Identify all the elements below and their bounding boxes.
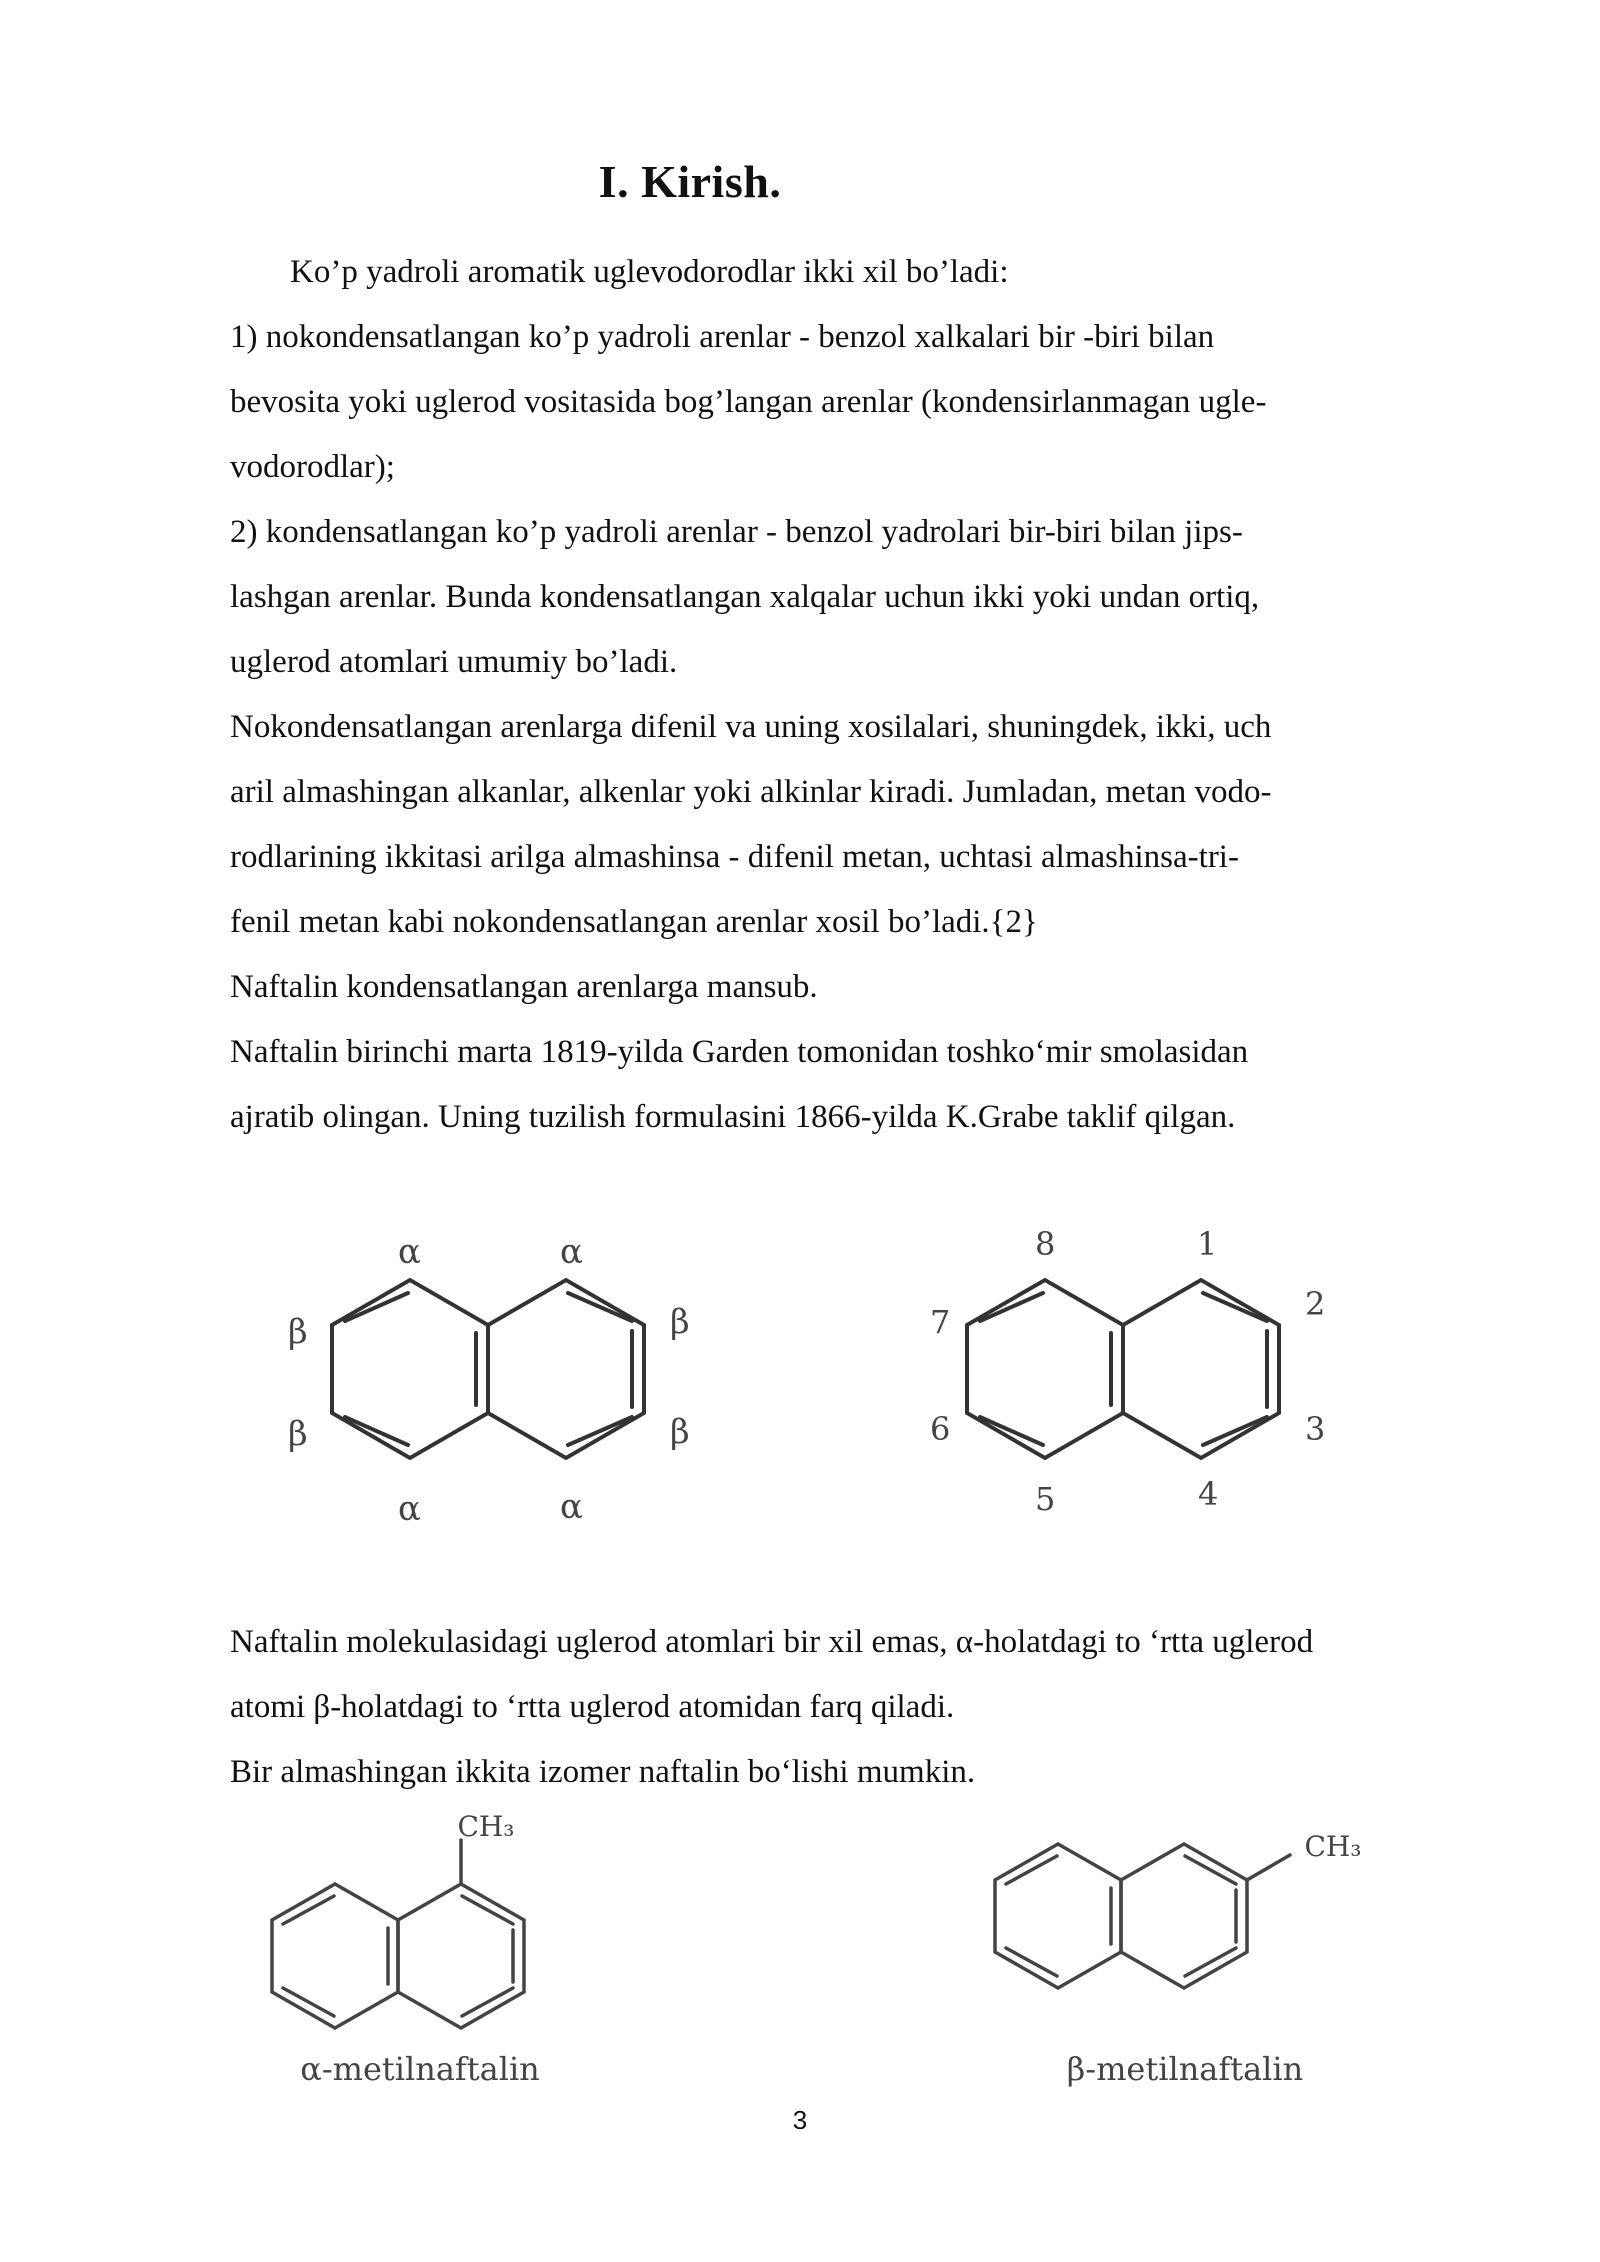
paragraph-line: rodlarining ikkitasi arilga almashinsa - difenil metan, uchtasi almashinsa-tri- [230,839,1239,875]
position-number-label: 4 [1198,1475,1219,1513]
left-ring [272,1884,398,2028]
paragraph-line: fenil metan kabi nokondensatlangan arenlar xosil bo’ladi.{2} [230,904,1038,940]
double-bond [1203,1293,1267,1321]
left-ring [967,1280,1123,1458]
right-ring [1123,1280,1279,1458]
right-ring [398,1884,524,2028]
list-item-line: uglerod atomlari umumiy bo’ladi. [230,644,678,680]
methyl-bond [1247,1855,1290,1880]
naphthalene-numbering-figure [905,1215,1345,1555]
position-beta-label: β [288,1312,308,1352]
alpha-methylnaphthalene-caption: α-metilnaftalin [300,2050,540,2088]
alpha-methylnaphthalene-figure [250,1800,630,2090]
beta-methylnaphthalene-caption: β-metilnaftalin [1066,2050,1304,2088]
paragraph-line: Bir almashingan ikkita izomer naftalin bo‘lishi mumkin. [230,1754,976,1790]
paragraph-line: Naftalin molekulasidagi uglerod atomlari bir xil emas, α-holatdagi to ‘rtta uglerod [230,1624,1314,1660]
position-beta-label: β [670,1302,690,1342]
position-number-label: 5 [1035,1480,1056,1518]
left-ring [332,1280,488,1458]
paragraph-nokondensat [230,695,1490,1150]
paragraph-line: Naftalin kondensatlangan arenlarga mansub. [230,969,818,1005]
beta-methylnaphthalene-figure [985,1800,1445,2090]
paragraph-line: atomi β-holatdagi to ‘rtta uglerod atomidan farq qiladi. [230,1689,955,1725]
intro-paragraph [230,240,1490,305]
position-beta-label: β [670,1412,690,1452]
list-item-line: vodorodlar); [230,449,395,485]
position-number-label: 8 [1035,1225,1056,1263]
list-item-line: 1) nokondensatlangan ko’p yadroli arenlar - benzol xalkalari bir -biri bilan [230,319,1215,355]
intro-line: Ko’p yadroli aromatik uglevodorodlar ikki xil bo’ladi: [290,254,1009,290]
list-item-line: 2) kondensatlangan ko’p yadroli arenlar - benzol yadrolari bir-biri bilan jips- [230,514,1243,550]
paragraph-line: Naftalin birinchi marta 1819-yilda Garden tomonidan toshko‘mir smolasidan [230,1034,1249,1070]
paragraph-isomers [230,1610,1490,1805]
list-item-line: lashgan arenlar. Bunda kondensatlangan xalqalar uchun ikki yoki undan ortiq, [230,579,1260,615]
position-beta-label: β [288,1414,308,1454]
right-ring [1121,1844,1247,1988]
double-bond [568,1293,632,1321]
paragraph-line: Nokondensatlangan arenlarga difenil va uning xosilalari, shuningdek, ikki, uch [230,709,1272,745]
paragraph-line: aril almashingan alkanlar, alkenlar yoki alkinlar kiradi. Jumladan, metan vodo- [230,774,1272,810]
list-item-2 [230,500,1490,695]
page-title: I. Kirish. [598,156,782,207]
position-alpha-label: α [398,1232,421,1272]
double-bond [568,1417,632,1445]
position-alpha-label: α [560,1232,583,1272]
position-alpha-label: α [398,1489,421,1529]
naphthalene-alpha-beta-figure [270,1215,710,1555]
left-ring [995,1844,1121,1988]
methyl-group-label: CH₃ [1304,1830,1362,1863]
position-number-label: 6 [930,1410,951,1448]
double-bond [1203,1417,1267,1445]
position-number-label: 1 [1197,1225,1218,1263]
right-ring [488,1280,644,1458]
position-number-label: 7 [930,1303,951,1341]
list-item-line: bevosita yoki uglerod vositasida bog’langan arenlar (kondensirlanmagan ugle- [230,384,1267,420]
position-alpha-label: α [560,1487,583,1527]
list-item-1 [230,305,1490,500]
methyl-group-label: CH₃ [457,1810,515,1843]
position-number-label: 2 [1305,1285,1326,1323]
page-number: 3 [792,2105,808,2135]
position-number-label: 3 [1305,1410,1326,1448]
paragraph-line: ajratib olingan. Uning tuzilish formulasini 1866-yilda K.Grabe taklif qilgan. [230,1099,1236,1135]
